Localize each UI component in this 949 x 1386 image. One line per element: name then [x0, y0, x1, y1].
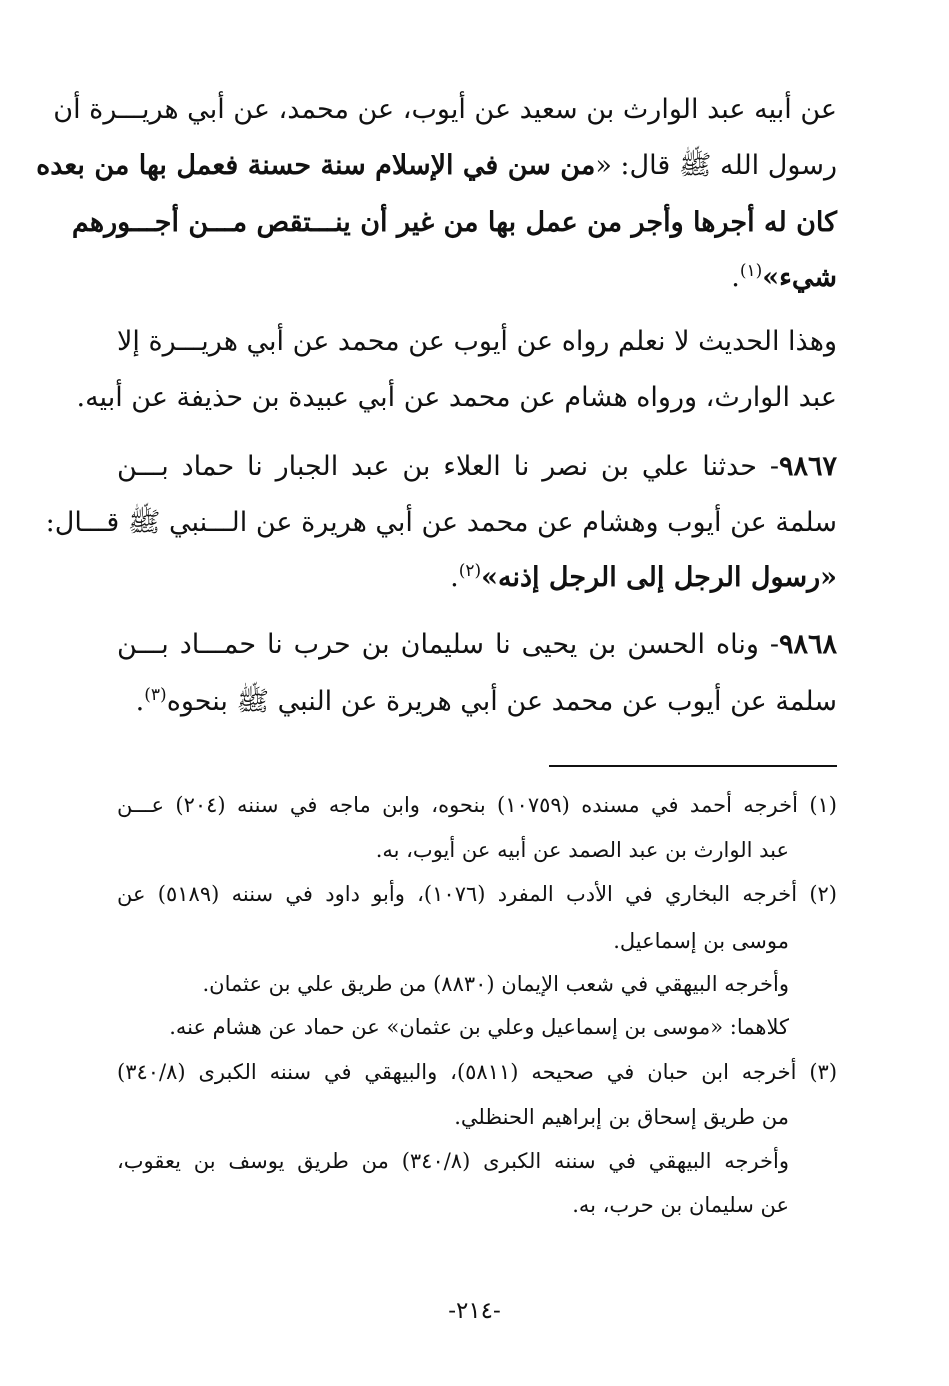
footnote-separator [549, 765, 837, 767]
body-line [45, 503, 837, 543]
body-line [117, 447, 837, 487]
body-line [36, 146, 837, 186]
footnote-text: عن سليمان بن حرب، به. [572, 1193, 789, 1217]
footnote-line [117, 925, 789, 957]
body-line [71, 203, 837, 243]
footnote-line [117, 1145, 789, 1177]
footnote-text: موسى بن إسماعيل. [613, 929, 789, 953]
footnote-ref: (١) [739, 261, 763, 281]
footnote-line [117, 1101, 789, 1133]
body-text: . [135, 686, 145, 717]
body-line [53, 90, 837, 130]
hadith-text: كان له أجرها وأجر من عمل بها من غير أن ينـــتقص مـــن أجـــورهم [71, 207, 837, 238]
hadith-text: من سن في الإسلام سنة حسنة فعمل بها من بعده [36, 150, 596, 181]
footnote-text: كلاهما: «موسى بن إسماعيل وعلي بن عثمان» عن حماد عن هشام عنه. [169, 1015, 789, 1039]
footnote-ref: (٣) [144, 685, 167, 705]
body-line [117, 322, 837, 362]
footnote-text: (٣) أخرجه ابن حبان في صحيحه (٥٨١١)، والبيهقي في سننه الكبرى (٣٤٠/٨) [117, 1060, 838, 1084]
footnote-text: وأخرجه البيهقي في سننه الكبرى (٣٤٠/٨) من طريق يوسف بن يعقوب، [117, 1149, 789, 1173]
hadith-text: شيء» [762, 262, 837, 293]
footnote-line [117, 789, 837, 821]
footnote-line [117, 878, 837, 910]
body-line [76, 378, 837, 418]
body-text: . [731, 262, 740, 293]
body-line [117, 558, 837, 598]
footnote-text: (٢) أخرجه البخاري في الأدب المفرد (١٠٧٦)، وأبو داود في سننه (٥١٨٩) عن [117, 882, 837, 906]
footnote-text: وأخرجه البيهقي في شعب الإيمان (٨٨٣٠) من طريق علي بن عثمان. [202, 972, 789, 996]
body-text: عبد الوارث، ورواه هشام عن محمد عن أبي عبيدة بن حذيفة عن أبيه. [76, 382, 837, 413]
body-text: عن أبيه عبد الوارث بن سعيد عن أيوب، عن محمد، عن أبي هريـــرة أن [53, 94, 837, 125]
body-text: رسول الله ﷺ قال: « [595, 150, 837, 181]
body-line [117, 258, 837, 298]
footnote-text: من طريق إسحاق بن إبراهيم الحنظلي. [454, 1105, 789, 1129]
page-number: -٢١٤- [448, 1298, 501, 1324]
footnote-text: عبد الوارث بن عبد الصمد عن أبيه عن أيوب، به. [375, 838, 789, 862]
body-text: وهذا الحديث لا نعلم رواه عن أيوب عن محمد عن أبي هريـــرة إلا [117, 326, 837, 357]
hadith-number: ٩٨٦٨ [778, 629, 837, 660]
body-text: . [450, 562, 459, 593]
hadith-text: «رسول الرجل إلى الرجل إذنه» [481, 562, 837, 593]
footnote-line [117, 1189, 789, 1221]
footnote-text: (١) أخرجه أحمد في مسنده (١٠٧٥٩) بنحوه، وابن ماجه في سننه (٢٠٤) عـــن [117, 793, 837, 817]
footnote-line [117, 968, 789, 1000]
body-text: - وناه الحسن بن يحيى نا سليمان بن حرب نا حمـــاد بـــن [117, 629, 779, 660]
footnote-line [117, 834, 789, 866]
footnote-line [117, 1011, 789, 1043]
footnote-line [117, 1056, 837, 1088]
body-text: سلمة عن أيوب وهشام عن محمد عن أبي هريرة عن الـــنبي ﷺ قـــال: [45, 507, 837, 538]
body-line [117, 682, 837, 722]
body-text: - حدثنا علي بن نصر نا العلاء بن عبد الجبار نا حماد بـــن [117, 451, 779, 482]
hadith-number: ٩٨٦٧ [778, 451, 837, 482]
body-text: سلمة عن أيوب عن محمد عن أبي هريرة عن النبي ﷺ بنحوه [166, 686, 837, 717]
footnote-ref: (٢) [458, 561, 482, 581]
body-line [117, 625, 837, 665]
